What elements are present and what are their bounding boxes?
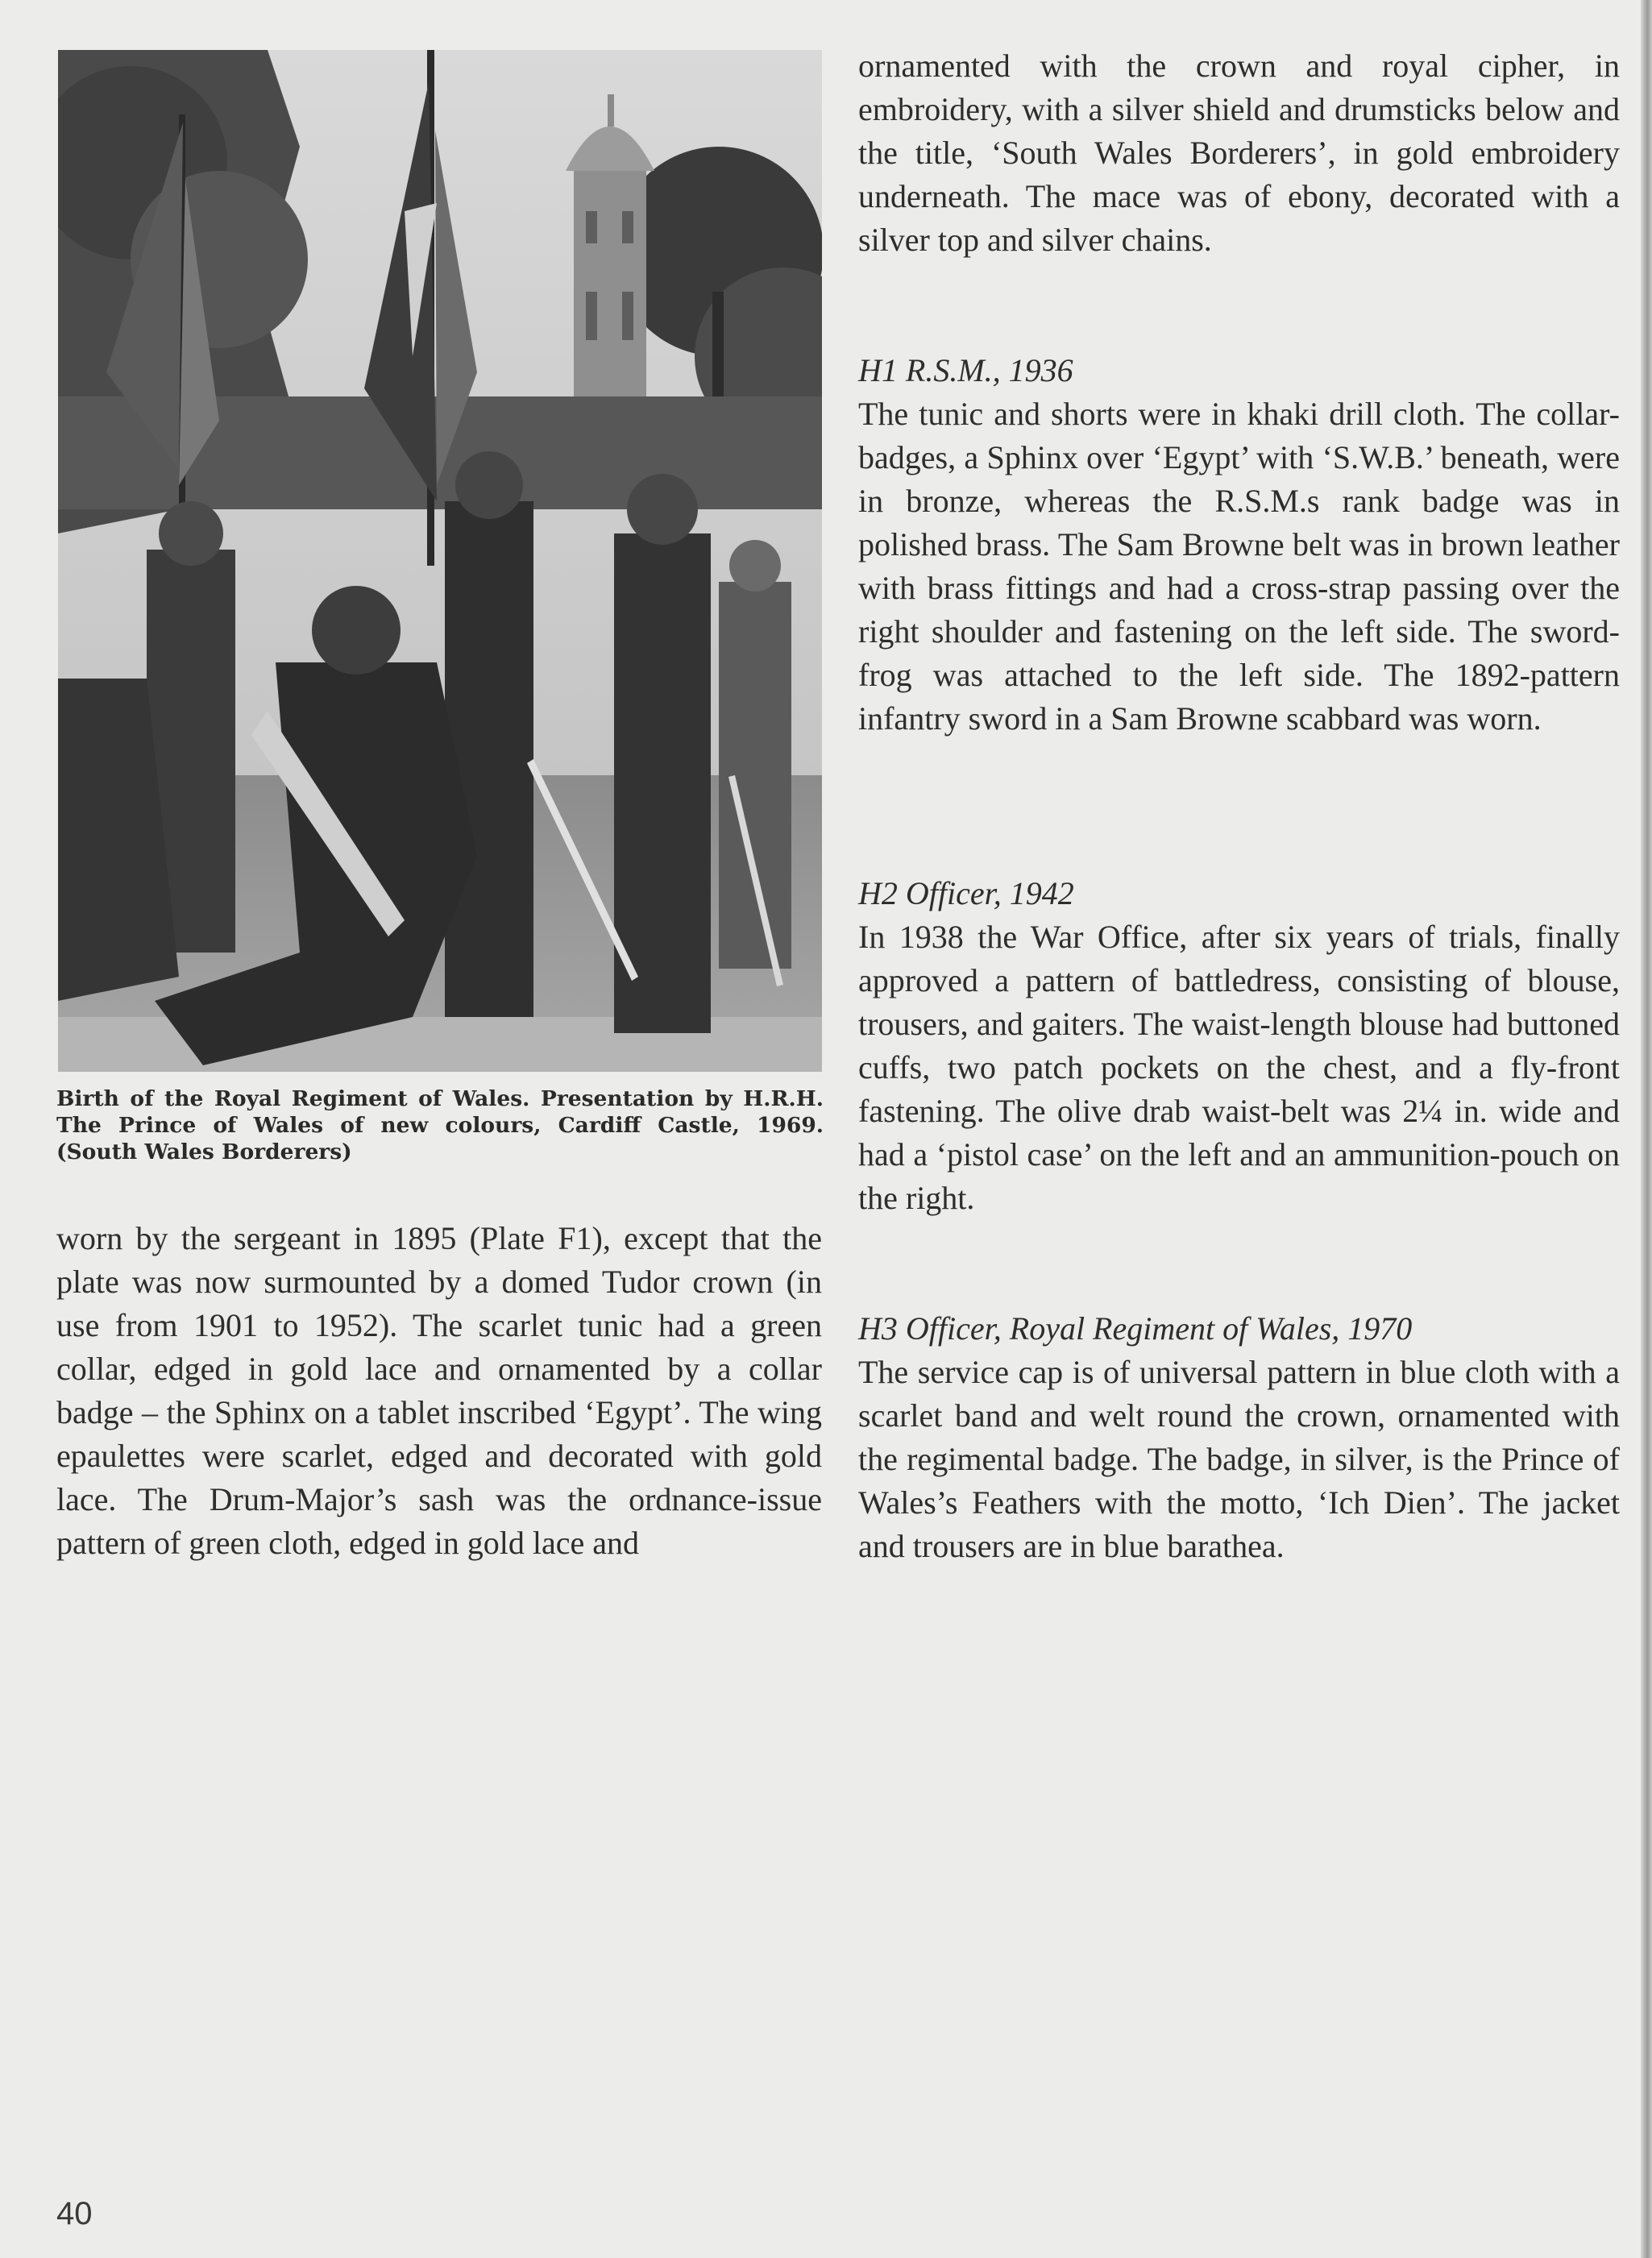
section-text: The tunic and shorts were in khaki drill cloth. The collar-badges, a Sphinx over ‘Egypt’ with ‘S.W.B.’ beneath, were in bronze, whereas the R.S.M.s rank badge was in polished brass. The Sam Browne belt was in brown leather with brass fittings and had a cross-strap passing over the right shoulder and fastening on the left side. The sword-frog was attached to the left side. The 1892-pattern infantry sword in a Sam Browne scabbard was worn.	[858, 396, 1620, 737]
section-h1	[858, 349, 1620, 741]
page-edge	[1641, 0, 1652, 2258]
section-h3	[858, 1307, 1620, 1568]
section-text: In 1938 the War Office, after six years of trials, finally approved a pattern of battledress, consisting of blouse, trousers, and gaiters. The waist-length blouse had buttoned cuffs, two patch pockets on the chest, and a fly-front fastening. The olive drab waist-belt was 2¼ in. wide and had a ‘pistol case’ on the left and an ammunition-pouch on the right.	[858, 919, 1620, 1216]
section-heading: H1 R.S.M., 1936	[858, 352, 1073, 388]
left-column-text: worn by the sergeant in 1895 (Plate F1), except that the plate was now surmounted by a domed Tudor crown (in use from 1901 to 1952). The scarlet tunic had a green collar, edged in gold lace and ornamented by a collar badge – the Sphinx on a tablet inscribed ‘Egypt’. The wing epaulettes were scarlet, edged and decorated with gold lace. The Drum-Major’s sash was the ordnance-issue pattern of green cloth, edged in gold lace and	[56, 1220, 822, 1561]
section-h2	[858, 872, 1620, 1220]
ceremony-photograph	[58, 50, 822, 1072]
photo-caption: Birth of the Royal Regiment of Wales. Presentation by H.R.H. The Prince of Wales of new colours, Cardiff Castle, 1969. (South Wales Borderers)	[56, 1086, 824, 1164]
section-text: The service cap is of universal pattern in blue cloth with a scarlet band and welt round the crown, ornamented with the regimental badge. The badge, in silver, is the Prince of Wales’s Feathers with the motto, ‘Ich Dien’. The jacket and trousers are in blue barathea.	[858, 1354, 1620, 1564]
right-column-intro: ornamented with the crown and royal cipher, in embroidery, with a silver shield and drumsticks below and the title, ‘South Wales Borderers’, in gold embroidery underneath. The mace was of ebony, decorated with a silver top and silver chains.	[858, 48, 1620, 258]
section-heading: H2 Officer, 1942	[858, 875, 1074, 911]
section-heading: H3 Officer, Royal Regiment of Wales, 1970	[858, 1310, 1413, 1347]
page-number: 40	[56, 2196, 93, 2231]
